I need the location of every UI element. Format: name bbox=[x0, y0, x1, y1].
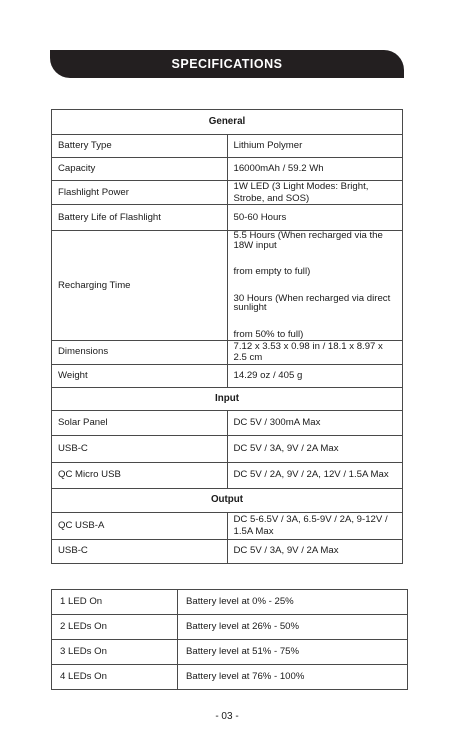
spec-value: DC 5-6.5V / 3A, 6.5-9V / 2A, 9-12V / 1.5A Max bbox=[227, 512, 403, 539]
led-indicator-table bbox=[51, 589, 408, 690]
table-row bbox=[52, 640, 408, 665]
led-label: 2 LEDs On bbox=[52, 615, 178, 640]
spec-label: USB-C bbox=[52, 539, 228, 563]
table-row bbox=[52, 462, 403, 488]
table-row bbox=[52, 340, 403, 364]
led-value: Battery level at 26% - 50% bbox=[178, 615, 408, 640]
spec-value: 7.12 x 3.53 x 0.98 in / 18.1 x 8.97 x 2.5 cm bbox=[227, 340, 403, 364]
specifications-table bbox=[51, 109, 403, 564]
spec-value bbox=[227, 231, 403, 341]
spec-label: QC USB-A bbox=[52, 512, 228, 539]
spec-label: Dimensions bbox=[52, 340, 228, 364]
spec-value: 16000mAh / 59.2 Wh bbox=[227, 158, 403, 181]
spec-value: 1W LED (3 Light Modes: Bright, Strobe, and SOS) bbox=[227, 181, 403, 205]
table-row bbox=[52, 435, 403, 462]
recharging-line: from empty to full) bbox=[233, 266, 311, 278]
table-row bbox=[52, 512, 403, 539]
led-label: 4 LEDs On bbox=[52, 665, 178, 690]
spec-label: Solar Panel bbox=[52, 410, 228, 435]
table-row bbox=[52, 135, 403, 158]
spec-value: DC 5V / 2A, 9V / 2A, 12V / 1.5A Max bbox=[227, 462, 403, 488]
spec-value: 50-60 Hours bbox=[227, 205, 403, 231]
led-value: Battery level at 0% - 25% bbox=[178, 590, 408, 615]
general-section-header bbox=[52, 110, 403, 135]
recharging-line: 5.5 Hours (When recharged via the 18W input bbox=[233, 230, 383, 251]
general-heading: General bbox=[52, 110, 403, 135]
spec-label: Recharging Time bbox=[52, 231, 228, 341]
table-row bbox=[52, 410, 403, 435]
spec-label: Capacity bbox=[52, 158, 228, 181]
spec-value: DC 5V / 300mA Max bbox=[227, 410, 403, 435]
table-row bbox=[52, 665, 408, 690]
table-row bbox=[52, 539, 403, 563]
page-number: - 03 - bbox=[215, 711, 239, 722]
recharging-line: 30 Hours (When recharged via direct sunlight bbox=[233, 292, 391, 314]
spec-value: 14.29 oz / 405 g bbox=[227, 364, 403, 387]
page-title: SPECIFICATIONS bbox=[171, 57, 283, 71]
table-row bbox=[52, 615, 408, 640]
output-heading: Output bbox=[52, 488, 403, 512]
recharging-time-lines bbox=[234, 231, 397, 340]
spec-value: DC 5V / 3A, 9V / 2A Max bbox=[227, 435, 403, 462]
spec-label: Battery Type bbox=[52, 135, 228, 158]
specifications-banner bbox=[50, 50, 404, 78]
table-row bbox=[52, 158, 403, 181]
spec-label: QC Micro USB bbox=[52, 462, 228, 488]
spec-value: Lithium Polymer bbox=[227, 135, 403, 158]
table-row bbox=[52, 364, 403, 387]
table-row bbox=[52, 205, 403, 231]
spec-value: DC 5V / 3A, 9V / 2A Max bbox=[227, 539, 403, 563]
led-value: Battery level at 51% - 75% bbox=[178, 640, 408, 665]
input-heading: Input bbox=[52, 387, 403, 410]
led-label: 1 LED On bbox=[52, 590, 178, 615]
spec-label: Flashlight Power bbox=[52, 181, 228, 205]
output-section-header bbox=[52, 488, 403, 512]
table-row bbox=[52, 231, 403, 341]
led-value: Battery level at 76% - 100% bbox=[178, 665, 408, 690]
table-row bbox=[52, 181, 403, 205]
spec-label: USB-C bbox=[52, 435, 228, 462]
table-row bbox=[52, 590, 408, 615]
spec-label: Weight bbox=[52, 364, 228, 387]
spec-label: Battery Life of Flashlight bbox=[52, 205, 228, 231]
led-label: 3 LEDs On bbox=[52, 640, 178, 665]
recharging-line: from 50% to full) bbox=[233, 328, 304, 340]
input-section-header bbox=[52, 387, 403, 410]
